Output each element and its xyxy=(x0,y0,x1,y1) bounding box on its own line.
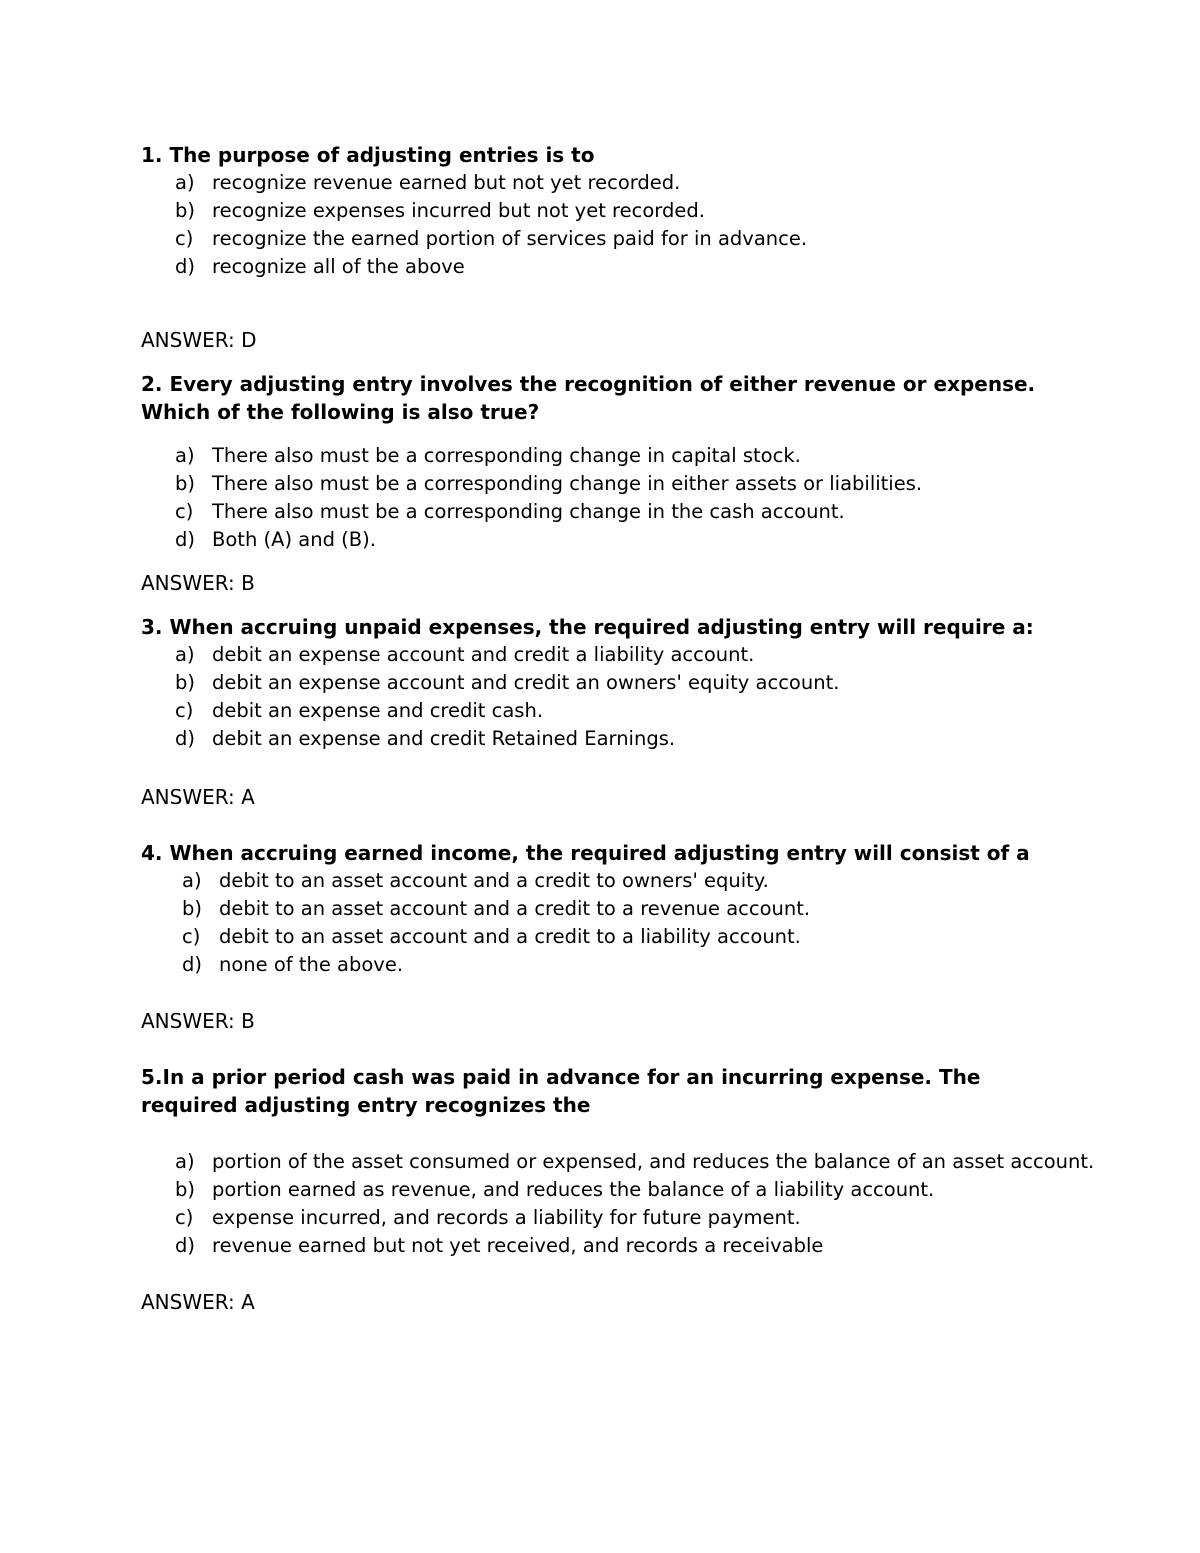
option-text: debit to an asset account and a credit to owners' equity. xyxy=(219,869,769,892)
question-1-option-d xyxy=(175,253,807,281)
option-letter: d) xyxy=(182,953,202,976)
option-letter: c) xyxy=(175,699,194,722)
option-text: recognize revenue earned but not yet recorded. xyxy=(212,171,681,194)
option-letter: c) xyxy=(175,1206,194,1229)
question-2-option-b xyxy=(175,470,922,498)
question-3-answer: ANSWER: A xyxy=(141,785,255,809)
option-letter: a) xyxy=(175,444,195,467)
option-letter: d) xyxy=(175,528,195,551)
question-5-option-b xyxy=(175,1176,1094,1204)
question-5-option-d xyxy=(175,1232,1094,1260)
option-letter: c) xyxy=(175,227,194,250)
question-3-option-c xyxy=(175,697,839,725)
question-5-options xyxy=(175,1148,1094,1260)
question-5-text: 5.In a prior period cash was paid in advance for an incurring expense. The required adjusting entry recognizes the xyxy=(141,1065,981,1117)
option-text: recognize expenses incurred but not yet recorded. xyxy=(212,199,705,222)
question-4-options xyxy=(182,867,810,979)
question-3-text: 3. When accruing unpaid expenses, the required adjusting entry will require a: xyxy=(141,615,1034,639)
question-3-option-d xyxy=(175,725,839,753)
question-2-option-a xyxy=(175,442,922,470)
option-letter: c) xyxy=(182,925,201,948)
option-letter: a) xyxy=(182,869,202,892)
option-letter: a) xyxy=(175,1150,195,1173)
option-text: There also must be a corresponding change in either assets or liabilities. xyxy=(212,472,923,495)
option-letter: b) xyxy=(182,897,202,920)
option-letter: a) xyxy=(175,171,195,194)
question-2-option-c xyxy=(175,498,922,526)
question-3-option-b xyxy=(175,669,839,697)
option-text: portion earned as revenue, and reduces the balance of a liability account. xyxy=(212,1178,935,1201)
question-4-option-a xyxy=(182,867,810,895)
question-2-answer: ANSWER: B xyxy=(141,571,255,595)
option-text: Both (A) and (B). xyxy=(212,528,376,551)
option-text: revenue earned but not yet received, and records a receivable xyxy=(212,1234,824,1257)
question-1-options xyxy=(175,169,807,281)
question-5-answer: ANSWER: A xyxy=(141,1290,255,1314)
question-4-option-b xyxy=(182,895,810,923)
question-1-option-c xyxy=(175,225,807,253)
option-text: debit an expense and credit Retained Earnings. xyxy=(212,727,676,750)
option-text: none of the above. xyxy=(219,953,404,976)
option-text: debit an expense and credit cash. xyxy=(212,699,544,722)
question-1-text: 1. The purpose of adjusting entries is to xyxy=(141,143,595,167)
question-2-text: 2. Every adjusting entry involves the recognition of either revenue or expense. Which of the following is also true? xyxy=(141,372,1036,424)
option-letter: c) xyxy=(175,500,194,523)
question-3-option-a xyxy=(175,641,839,669)
question-3-options xyxy=(175,641,839,753)
question-4-option-c xyxy=(182,923,810,951)
option-letter: a) xyxy=(175,643,195,666)
question-4-answer: ANSWER: B xyxy=(141,1009,255,1033)
option-letter: b) xyxy=(175,1178,195,1201)
question-4-option-d xyxy=(182,951,810,979)
option-text: recognize all of the above xyxy=(212,255,465,278)
option-letter: b) xyxy=(175,671,195,694)
option-text: There also must be a corresponding change in capital stock. xyxy=(212,444,801,467)
option-letter: b) xyxy=(175,199,195,222)
option-text: debit to an asset account and a credit to a liability account. xyxy=(219,925,801,948)
option-letter: d) xyxy=(175,727,195,750)
question-4-text: 4. When accruing earned income, the required adjusting entry will consist of a xyxy=(141,841,1030,865)
option-text: recognize the earned portion of services paid for in advance. xyxy=(212,227,808,250)
option-text: debit an expense account and credit a liability account. xyxy=(212,643,755,666)
option-letter: d) xyxy=(175,255,195,278)
option-text: debit an expense account and credit an owners' equity account. xyxy=(212,671,840,694)
question-1-option-b xyxy=(175,197,807,225)
question-1-option-a xyxy=(175,169,807,197)
option-text: There also must be a corresponding change in the cash account. xyxy=(212,500,845,523)
question-5-option-a xyxy=(175,1148,1094,1176)
option-text: debit to an asset account and a credit to a revenue account. xyxy=(219,897,811,920)
question-1-answer: ANSWER: D xyxy=(141,328,257,352)
question-5-option-c xyxy=(175,1204,1094,1232)
option-text: expense incurred, and records a liability for future payment. xyxy=(212,1206,801,1229)
question-2-options xyxy=(175,442,922,554)
question-2-option-d xyxy=(175,526,922,554)
option-text: portion of the asset consumed or expensed, and reduces the balance of an asset account. xyxy=(212,1150,1095,1173)
option-letter: d) xyxy=(175,1234,195,1257)
option-letter: b) xyxy=(175,472,195,495)
